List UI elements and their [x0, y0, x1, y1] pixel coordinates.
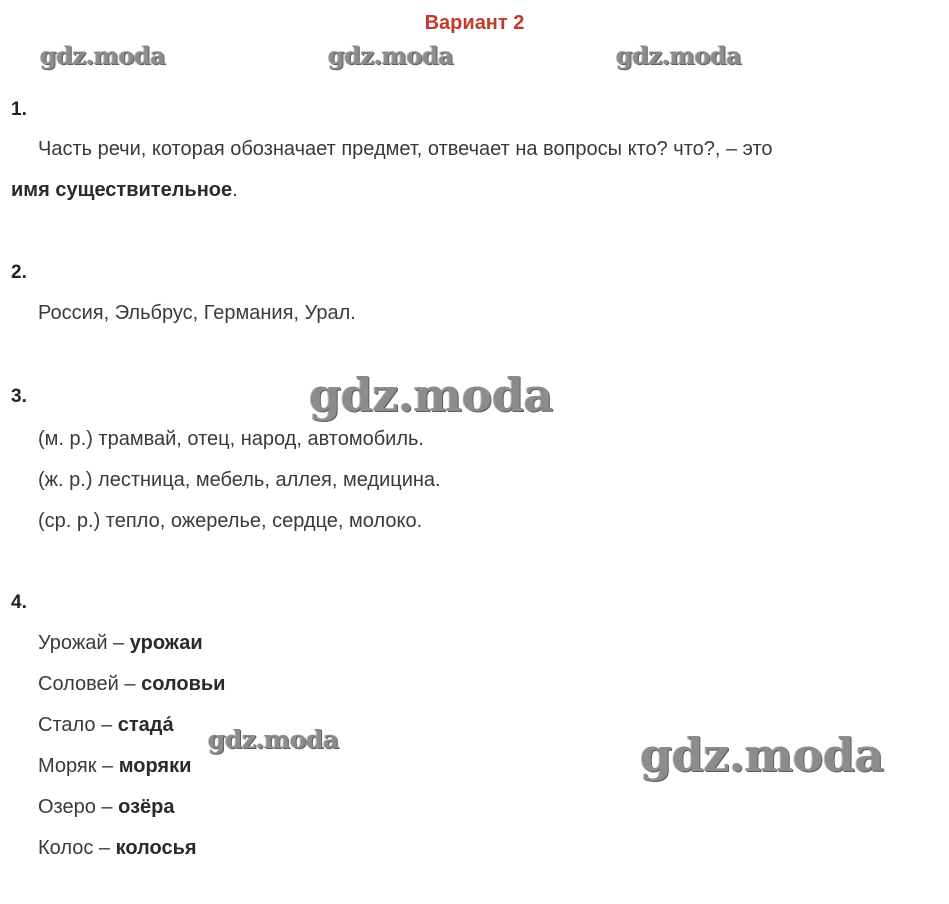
answer-text: соловьи: [141, 673, 226, 695]
page-title: Вариант 2: [424, 12, 525, 34]
word: Моряк –: [38, 755, 114, 777]
list-item: [38, 632, 203, 655]
watermark: gdz.moda: [640, 728, 884, 782]
task-number: 1.: [11, 99, 27, 120]
word: Колос –: [38, 837, 111, 859]
watermark: gdz.moda: [208, 725, 339, 754]
list-item: [38, 714, 174, 737]
word: Урожай –: [38, 632, 125, 654]
word: Стало –: [38, 714, 113, 736]
task-text: (м. р.) трамвай, отец, народ, автомобиль.: [38, 428, 424, 450]
task-text: (ж. р.) лестница, мебель, аллея, медицина.: [38, 469, 441, 491]
task-text: (ср. р.) тепло, ожерелье, сердце, молоко.: [38, 510, 423, 532]
task-text: Часть речи, которая обозначает предмет, отвечает на вопросы кто? что?, – это: [38, 138, 773, 160]
watermark: gdz.moda: [616, 41, 742, 70]
watermark: gdz.moda: [40, 41, 166, 70]
list-item: [38, 837, 197, 860]
answer-text: колосья: [115, 837, 197, 859]
watermark: gdz.moda: [309, 368, 553, 422]
list-item: [38, 673, 225, 696]
task-text: Россия, Эльбрус, Германия, Урал.: [38, 302, 356, 324]
period: .: [232, 179, 238, 201]
answer-text: стада́: [117, 714, 174, 736]
word: Озеро –: [38, 796, 113, 818]
answer-text: урожаи: [129, 632, 203, 654]
answer-text: имя существительное: [11, 179, 233, 201]
task-number: 3.: [11, 386, 27, 407]
watermark: gdz.moda: [328, 41, 454, 70]
word: Соловей –: [38, 673, 136, 695]
task-number: 2.: [11, 262, 27, 283]
task-text: [11, 179, 238, 202]
answer-text: моряки: [118, 755, 192, 777]
list-item: [38, 755, 191, 778]
answer-text: озёра: [118, 796, 175, 818]
list-item: [38, 796, 174, 819]
task-number: 4.: [11, 592, 27, 613]
